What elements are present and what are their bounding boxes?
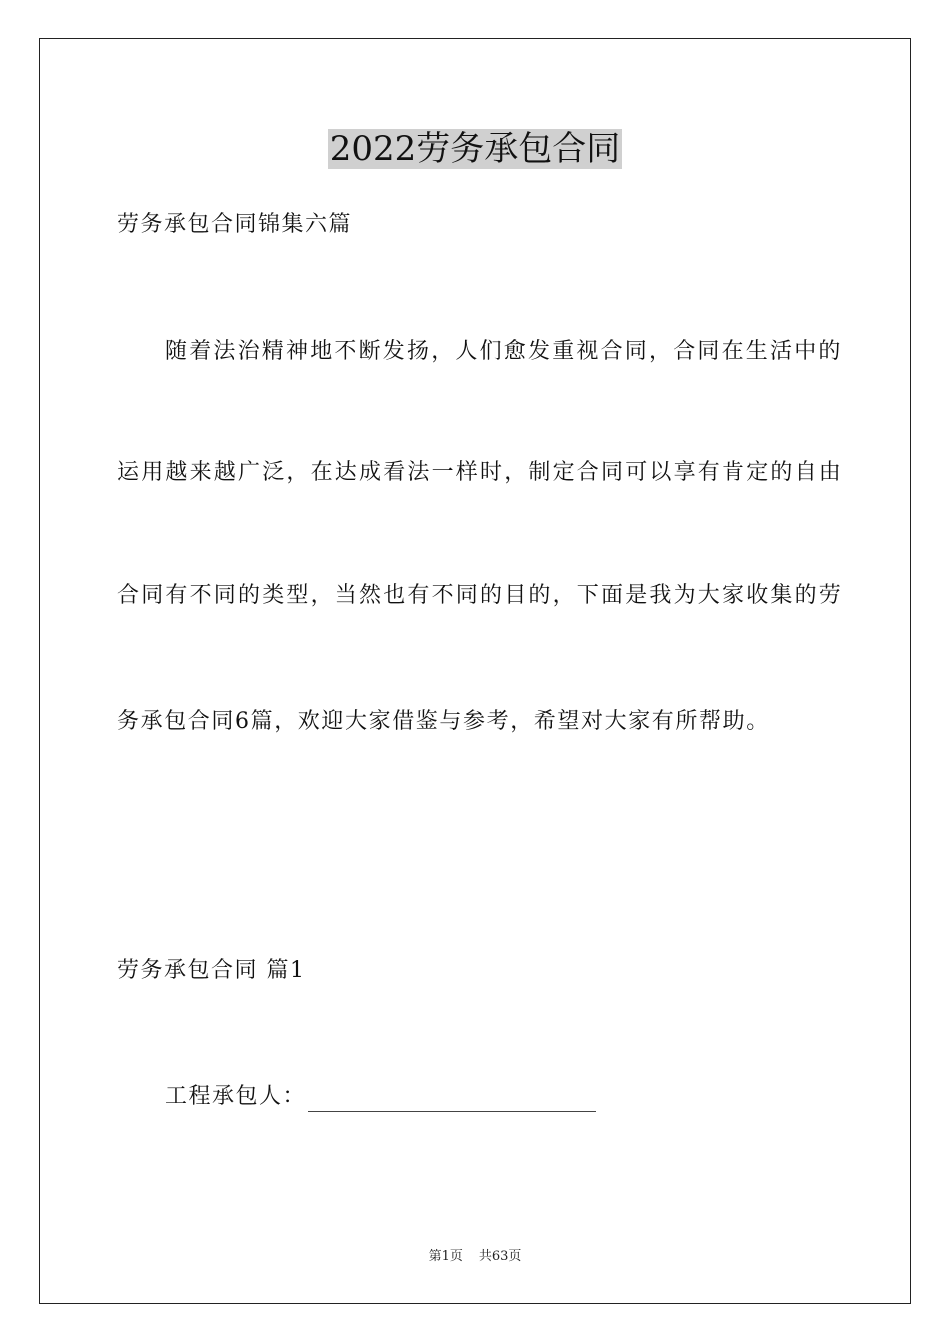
intro-line-2: 运用越来越广泛，在达成看法一样时，制定合同可以享有肯定的自由 [117,460,844,485]
section-heading: 劳务承包合同 篇1 [117,958,306,983]
page-footer [0,1248,950,1266]
document-title [0,127,950,171]
document-subtitle: 劳务承包合同锦集六篇 [117,212,353,237]
contractor-field-label: 工程承包人： [165,1084,307,1109]
document-title-text: 2022劳务承包合同 [329,129,621,169]
intro-line-4: 务承包合同6篇，欢迎大家借鉴与参考，希望对大家有所帮助。 [117,709,770,734]
contractor-field-blank[interactable] [308,1089,596,1112]
contractor-field [165,1082,596,1112]
intro-line-3: 合同有不同的类型，当然也有不同的目的，下面是我为大家收集的劳 [117,583,844,608]
page-number-current: 第1页 [428,1249,463,1264]
page-number-total: 共63页 [478,1249,522,1264]
intro-line-1: 随着法治精神地不断发扬，人们愈发重视合同，合同在生活中的 [165,339,843,364]
